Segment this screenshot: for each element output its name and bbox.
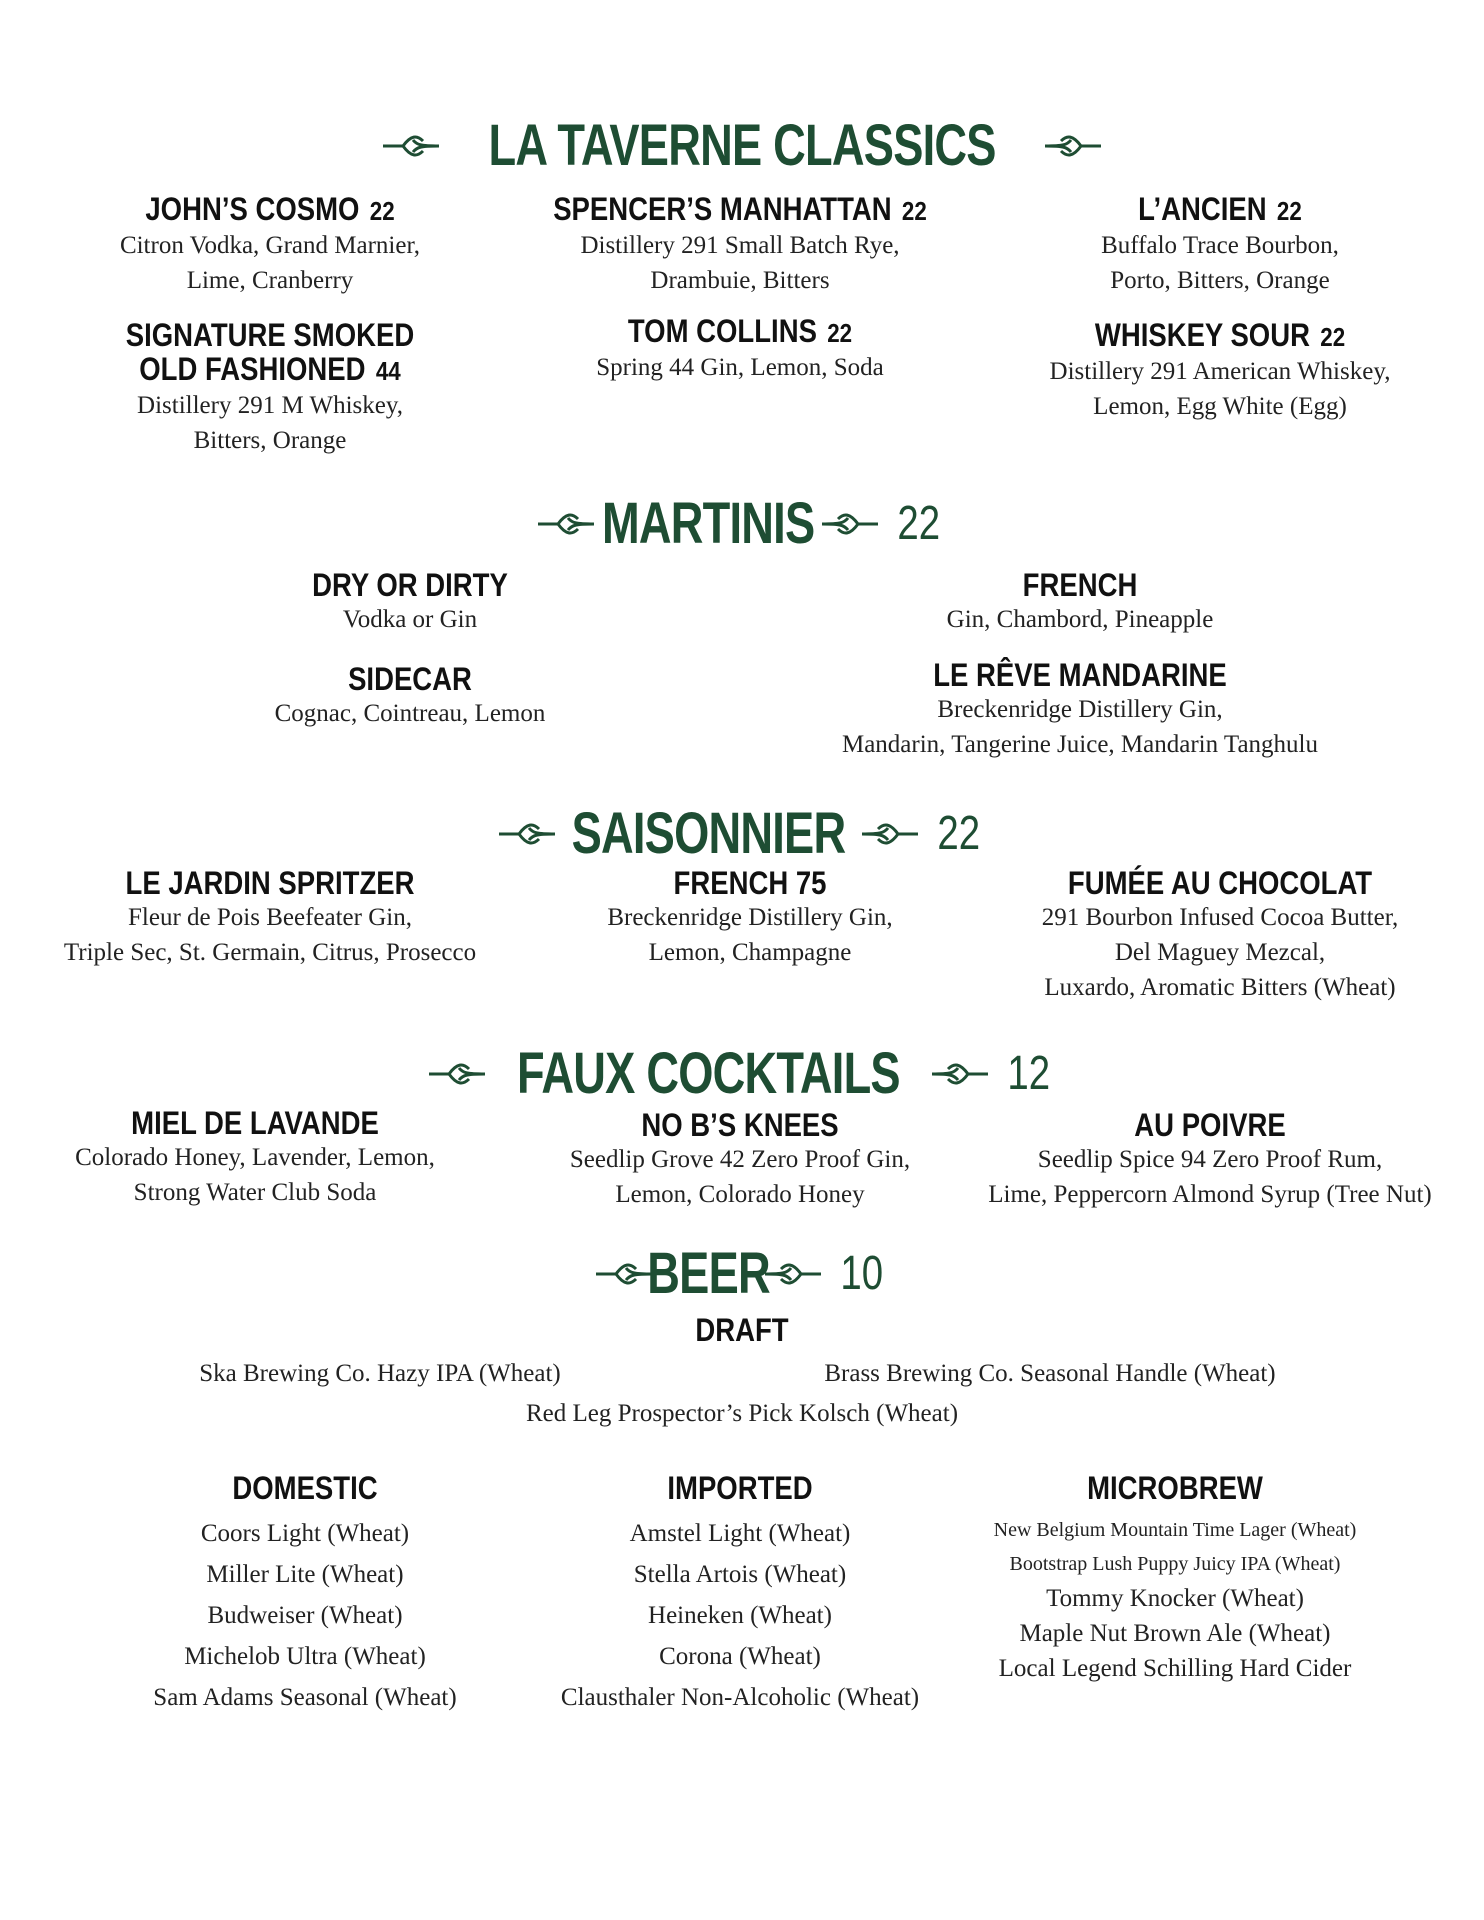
list-item: Maple Nut Brown Ale (Wheat) [1019, 1620, 1331, 1647]
section-title: BEER [647, 1241, 770, 1306]
list-item: Amstel Light (Wheat) [629, 1520, 851, 1547]
microbrew-list [960, 1513, 1390, 1686]
draft-beer: Brass Brewing Co. Seasonal Handle (Wheat) [824, 1360, 1276, 1387]
right-flourish-icon [822, 509, 878, 539]
martinis-header [0, 490, 1484, 557]
microbrew-heading: MICROBREW [1087, 1470, 1263, 1506]
domestic-heading: DOMESTIC [232, 1470, 378, 1506]
section-title: LA TAVERNE CLASSICS [488, 113, 996, 178]
menu-item: SIDECAR Cognac, Cointreau, Lemon [274, 661, 546, 727]
left-flourish-icon [596, 1259, 652, 1289]
left-flourish-icon [429, 1059, 485, 1089]
right-flourish-icon [765, 1259, 821, 1289]
menu-item: DRY OR DIRTY Vodka or Gin [312, 567, 508, 633]
list-item: Budweiser (Wheat) [207, 1602, 403, 1629]
list-item: Bootstrap Lush Puppy Juicy IPA (Wheat) [1009, 1553, 1341, 1575]
menu-item: LE JARDIN SPRITZER Fleur de Pois Beefeater Gin, Triple Sec, St. Germain, Citrus, Prosecco [63, 865, 477, 966]
list-item: Coors Light (Wheat) [200, 1520, 410, 1547]
left-flourish-icon [499, 819, 555, 849]
right-flourish-icon [1045, 131, 1101, 161]
saisonnier-header [0, 800, 1484, 867]
list-item: Heineken (Wheat) [648, 1602, 832, 1629]
list-item: Miller Lite (Wheat) [206, 1561, 404, 1588]
menu-item: SPENCER’S MANHATTAN 22 Distillery 291 Small Batch Rye, Drambuie, Bitters [553, 191, 927, 294]
menu-item: NO B’S KNEES Seedlip Grove 42 Zero Proof Gin, Lemon, Colorado Honey [569, 1107, 911, 1208]
menu-item: JOHN’S COSMO 22 Citron Vodka, Grand Marnier, Lime, Cranberry [119, 191, 421, 294]
menu-item: L’ANCIEN 22 Buffalo Trace Bourbon, Porto, Bitters, Orange [1101, 191, 1339, 294]
left-flourish-icon [538, 509, 594, 539]
list-item: Corona (Wheat) [659, 1643, 821, 1670]
section-title: FAUX COCKTAILS [516, 1041, 900, 1106]
list-item: Local Legend Schilling Hard Cider [998, 1655, 1352, 1682]
menu-item: AU POIVRE Seedlip Spice 94 Zero Proof Rum, Lime, Peppercorn Almond Syrup (Tree Nut) [988, 1107, 1432, 1208]
menu-item: TOM COLLINS 22 Spring 44 Gin, Lemon, Soda [596, 313, 884, 381]
right-flourish-icon [862, 819, 918, 849]
faux-cocktails-header [0, 1040, 1484, 1107]
draft-beer: Red Leg Prospector’s Pick Kolsch (Wheat) [525, 1400, 959, 1427]
left-flourish-icon [383, 131, 439, 161]
imported-list [530, 1513, 950, 1718]
section-title: SAISONNIER [571, 801, 846, 866]
list-item: Stella Artois (Wheat) [633, 1561, 847, 1588]
list-item: Michelob Ultra (Wheat) [184, 1643, 426, 1670]
classics-header [0, 112, 1484, 179]
menu-item: SIGNATURE SMOKED OLD FASHIONED 44 Distillery 291 M Whiskey, Bitters, Orange [125, 317, 415, 454]
section-price: 12 [1007, 1047, 1050, 1100]
menu-item: FUMÉE AU CHOCOLAT 291 Bourbon Infused Cocoa Butter, Del Maguey Mezcal, Luxardo, Aromatic Bitters (Wheat) [1041, 865, 1399, 1001]
right-flourish-icon [932, 1059, 988, 1089]
section-price: 10 [840, 1247, 883, 1300]
menu-item: LE RÊVE MANDARINE Breckenridge Distillery Gin, Mandarin, Tangerine Juice, Mandarin Tanghulu [841, 657, 1318, 758]
menu-item: MIEL DE LAVANDE Colorado Honey, Lavender, Lemon, Strong Water Club Soda [75, 1105, 435, 1206]
imported-heading: IMPORTED [667, 1470, 813, 1506]
menu-item: FRENCH Gin, Chambord, Pineapple [946, 567, 1214, 633]
section-price: 22 [897, 497, 941, 550]
list-item: Clausthaler Non-Alcoholic (Wheat) [560, 1684, 920, 1711]
section-price: 22 [937, 807, 980, 860]
beer-header [0, 1240, 1484, 1307]
section-title: MARTINIS [602, 491, 815, 556]
list-item: Sam Adams Seasonal (Wheat) [153, 1684, 457, 1711]
domestic-list [105, 1513, 505, 1718]
list-item: New Belgium Mountain Time Lager (Wheat) [993, 1519, 1357, 1541]
menu-item: WHISKEY SOUR 22 Distillery 291 American Whiskey, Lemon, Egg White (Egg) [1049, 317, 1391, 420]
list-item: Tommy Knocker (Wheat) [1046, 1585, 1304, 1612]
menu-item: FRENCH 75 Breckenridge Distillery Gin, Lemon, Champagne [607, 865, 893, 966]
draft-heading: DRAFT [695, 1312, 789, 1348]
draft-beer: Ska Brewing Co. Hazy IPA (Wheat) [199, 1360, 561, 1387]
